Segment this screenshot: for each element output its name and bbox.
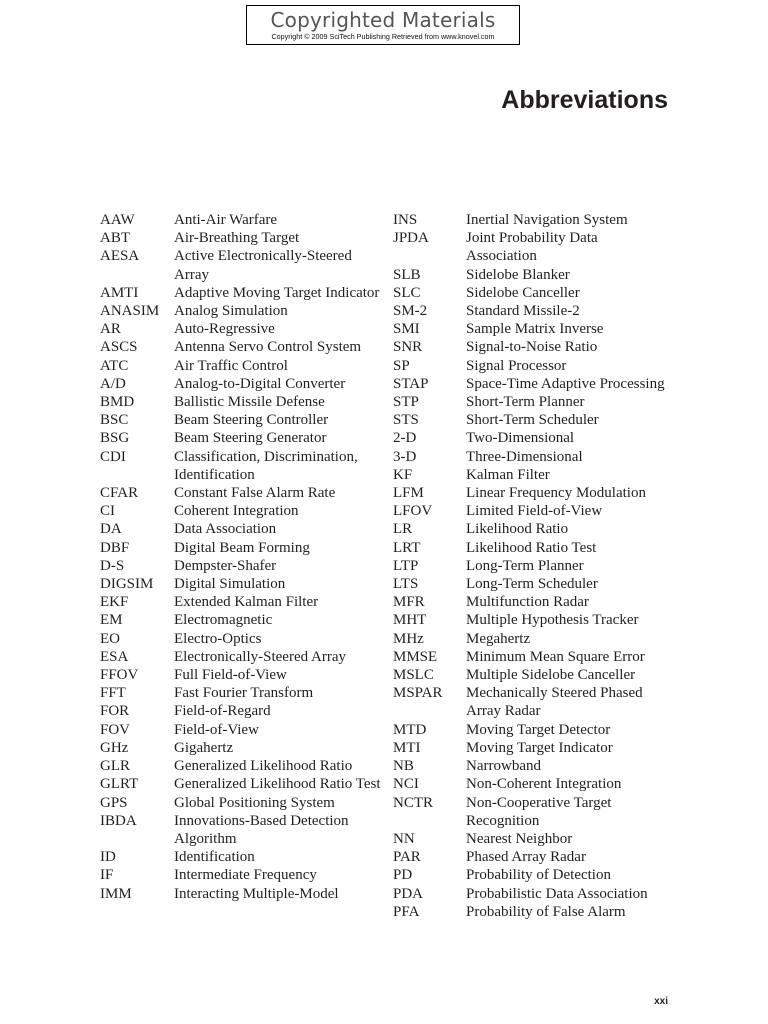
abbreviation-term: ABT — [100, 230, 130, 247]
abbreviation-term: MMSE — [393, 648, 438, 665]
abbreviation-entry — [393, 338, 668, 356]
abbreviation-definition: Digital Beam Forming — [174, 539, 310, 556]
abbreviation-term: MSPAR — [393, 685, 443, 702]
abbreviation-definition: Air Traffic Control — [174, 357, 288, 374]
abbreviation-entry — [100, 611, 382, 629]
abbreviation-entry — [100, 375, 382, 393]
abbreviation-entry — [100, 502, 382, 520]
abbreviation-term: IF — [100, 867, 114, 884]
abbreviation-definition: Generalized Likelihood Ratio — [174, 758, 353, 775]
abbreviation-entry — [393, 903, 668, 921]
abbreviation-term: CDI — [100, 448, 126, 465]
abbreviation-term: LFM — [393, 485, 424, 502]
abbreviation-entry — [100, 666, 382, 684]
abbreviation-entry — [393, 229, 668, 265]
abbreviation-definition: Active Electronically-Steered Array — [174, 248, 352, 283]
abbreviation-term: FOV — [100, 721, 131, 738]
abbreviation-definition: Beam Steering Controller — [174, 412, 329, 429]
abbreviation-term: IBDA — [100, 812, 137, 829]
abbreviation-term: NCTR — [393, 794, 434, 811]
abbreviation-entry — [393, 830, 668, 848]
abbreviation-entry — [100, 794, 382, 812]
abbreviation-entry — [100, 812, 382, 848]
abbreviation-term: BMD — [100, 394, 135, 411]
abbreviation-term: LTS — [393, 576, 419, 593]
abbreviation-definition: Probability of Detection — [466, 867, 611, 884]
abbreviation-term: NCI — [393, 776, 419, 793]
abbreviation-entry — [393, 848, 668, 866]
abbreviation-term: DA — [100, 521, 122, 538]
abbreviation-term: LFOV — [393, 503, 433, 520]
abbreviation-definition: Nearest Neighbor — [466, 830, 573, 847]
abbreviation-term: 3-D — [393, 448, 417, 465]
abbreviation-term: MHz — [393, 630, 424, 647]
abbreviation-entry — [100, 393, 382, 411]
abbreviation-entry — [100, 684, 382, 702]
abbreviation-entry — [393, 448, 668, 466]
abbreviation-definition: Electro-Optics — [174, 630, 262, 647]
abbreviation-definition: Multiple Sidelobe Canceller — [466, 667, 636, 684]
abbreviation-term: MTI — [393, 739, 421, 756]
abbreviation-definition: Two-Dimensional — [466, 430, 575, 447]
abbreviation-term: LR — [393, 521, 413, 538]
copyright-banner — [246, 5, 520, 45]
abbreviation-entry — [393, 357, 668, 375]
abbreviation-definition: Interacting Multiple-Model — [174, 885, 339, 902]
abbreviation-term: MFR — [393, 594, 425, 611]
abbreviation-entry — [100, 520, 382, 538]
abbreviation-term: LRT — [393, 539, 421, 556]
abbreviation-term: ANASIM — [100, 303, 160, 320]
abbreviation-term: SLC — [393, 284, 421, 301]
page-title: Abbreviations — [501, 86, 668, 114]
abbreviation-definition: Standard Missile-2 — [466, 303, 580, 320]
banner-title: Copyrighted Materials — [270, 8, 496, 32]
abbreviation-definition: Sample Matrix Inverse — [466, 321, 604, 338]
abbreviation-entry — [100, 211, 382, 229]
abbreviation-definition: Beam Steering Generator — [174, 430, 327, 447]
abbreviation-entry — [100, 721, 382, 739]
abbreviation-definition: Adaptive Moving Target Indicator — [174, 284, 380, 301]
abbreviation-entry — [100, 539, 382, 557]
abbreviation-entry — [393, 794, 668, 830]
abbreviation-entry — [393, 721, 668, 739]
abbreviation-definition: Long-Term Planner — [466, 557, 584, 574]
abbreviation-term: FFOV — [100, 667, 139, 684]
abbreviation-definition: Analog Simulation — [174, 303, 288, 320]
abbreviation-term: DIGSIM — [100, 576, 154, 593]
abbreviation-entry — [393, 648, 668, 666]
abbreviation-entry — [100, 448, 382, 484]
abbreviation-entry — [393, 539, 668, 557]
abbreviation-entry — [393, 466, 668, 484]
abbreviation-term: GLR — [100, 758, 130, 775]
abbreviation-definition: Short-Term Planner — [466, 394, 585, 411]
abbreviation-definition: Space-Time Adaptive Processing — [466, 375, 665, 392]
abbreviation-entry — [393, 502, 668, 520]
abbreviation-entry — [100, 411, 382, 429]
abbreviation-entry — [393, 211, 668, 229]
abbreviation-term: EKF — [100, 594, 129, 611]
abbreviation-term: GLRT — [100, 776, 139, 793]
abbreviation-entry — [100, 484, 382, 502]
abbreviation-term: PDA — [393, 885, 424, 902]
abbreviation-definition: Global Positioning System — [174, 794, 335, 811]
abbreviation-entry — [100, 757, 382, 775]
abbreviation-definition: Air-Breathing Target — [174, 230, 300, 247]
abbreviation-term: LTP — [393, 557, 419, 574]
abbreviation-term: GPS — [100, 794, 128, 811]
abbreviation-term: ESA — [100, 648, 129, 665]
banner-subtitle: Copyright © 2009 SciTech Publishing Retrieved from www.knovel.com — [271, 32, 495, 41]
abbreviation-entry — [393, 666, 668, 684]
abbreviation-definition: Likelihood Ratio — [466, 521, 569, 538]
abbreviation-entry — [393, 411, 668, 429]
abbreviation-definition: Field-of-Regard — [174, 703, 271, 720]
abbreviation-definition: Identification — [174, 849, 255, 866]
abbreviation-definition: Extended Kalman Filter — [174, 594, 319, 611]
abbreviation-entry — [393, 302, 668, 320]
abbreviation-definition: Non-Cooperative Target Recognition — [466, 794, 612, 829]
abbreviation-entry — [100, 284, 382, 302]
abbreviation-entry — [393, 320, 668, 338]
abbreviation-term: 2-D — [393, 430, 417, 447]
abbreviation-entry — [393, 885, 668, 903]
abbreviation-entry — [393, 775, 668, 793]
abbreviation-entry — [393, 520, 668, 538]
abbreviation-definition: Fast Fourier Transform — [174, 685, 314, 702]
abbreviation-entry — [393, 593, 668, 611]
abbreviation-term: FFT — [100, 685, 126, 702]
abbreviation-entry — [100, 338, 382, 356]
abbreviation-definition: Constant False Alarm Rate — [174, 485, 336, 502]
abbreviation-term: MHT — [393, 612, 427, 629]
abbreviation-term: BSG — [100, 430, 130, 447]
abbreviation-entry — [393, 284, 668, 302]
abbreviation-term: PFA — [393, 903, 420, 920]
abbreviation-term: STP — [393, 394, 419, 411]
abbreviation-definition: Minimum Mean Square Error — [466, 648, 645, 665]
abbreviation-definition: Multifunction Radar — [466, 594, 589, 611]
abbreviation-term: KF — [393, 466, 413, 483]
abbreviation-entry — [100, 775, 382, 793]
abbreviation-entry — [100, 848, 382, 866]
abbreviation-entry — [393, 429, 668, 447]
abbreviation-definition: Innovations-Based Detection Algorithm — [174, 812, 349, 847]
abbreviation-term: MSLC — [393, 667, 434, 684]
abbreviation-definition: Signal-to-Noise Ratio — [466, 339, 598, 356]
abbreviation-term: MTD — [393, 721, 427, 738]
abbreviation-term: STS — [393, 412, 419, 429]
abbreviation-term: SMI — [393, 321, 420, 338]
abbreviation-entry — [393, 393, 668, 411]
abbreviation-definition: Phased Array Radar — [466, 849, 586, 866]
abbreviation-term: IMM — [100, 885, 132, 902]
abbreviation-list-right — [393, 211, 668, 921]
abbreviation-term: PAR — [393, 849, 421, 866]
abbreviation-entry — [393, 739, 668, 757]
abbreviation-term: STAP — [393, 375, 429, 392]
abbreviation-definition: Long-Term Scheduler — [466, 576, 598, 593]
abbreviation-entry — [100, 229, 382, 247]
abbreviation-entry — [393, 484, 668, 502]
abbreviation-entry — [393, 611, 668, 629]
abbreviation-term: CFAR — [100, 485, 139, 502]
abbreviation-term: SLB — [393, 266, 421, 283]
abbreviation-definition: Multiple Hypothesis Tracker — [466, 612, 639, 629]
abbreviation-definition: Intermediate Frequency — [174, 867, 317, 884]
abbreviation-definition: Megahertz — [466, 630, 531, 647]
abbreviation-term: AR — [100, 321, 121, 338]
abbreviation-term: JPDA — [393, 230, 429, 247]
abbreviation-entry — [100, 320, 382, 338]
abbreviation-entry — [100, 247, 382, 283]
abbreviation-definition: Classification, Discrimination, Identification — [174, 448, 358, 483]
abbreviation-definition: Electronically-Steered Array — [174, 648, 347, 665]
abbreviation-definition: Antenna Servo Control System — [174, 339, 362, 356]
abbreviation-term: SM-2 — [393, 303, 428, 320]
abbreviation-entry — [100, 866, 382, 884]
abbreviation-definition: Narrowband — [466, 758, 541, 775]
abbreviation-definition: Field-of-View — [174, 721, 259, 738]
abbreviation-definition: Probabilistic Data Association — [466, 885, 648, 902]
abbreviation-definition: Signal Processor — [466, 357, 567, 374]
abbreviation-term: PD — [393, 867, 413, 884]
abbreviation-entry — [100, 593, 382, 611]
abbreviation-definition: Generalized Likelihood Ratio Test — [174, 776, 381, 793]
abbreviation-entry — [100, 557, 382, 575]
abbreviation-term: CI — [100, 503, 115, 520]
abbreviation-entry — [393, 575, 668, 593]
abbreviation-term: SP — [393, 357, 410, 374]
abbreviation-definition: Gigahertz — [174, 739, 234, 756]
abbreviation-entry — [100, 575, 382, 593]
abbreviation-definition: Moving Target Indicator — [466, 739, 613, 756]
abbreviation-definition: Mechanically Steered Phased Array Radar — [466, 685, 643, 720]
abbreviation-definition: Dempster-Shafer — [174, 557, 277, 574]
abbreviation-definition: Likelihood Ratio Test — [466, 539, 597, 556]
abbreviation-definition: Data Association — [174, 521, 277, 538]
abbreviation-term: D-S — [100, 557, 125, 574]
abbreviation-definition: Sidelobe Canceller — [466, 284, 580, 301]
abbreviation-term: NB — [393, 758, 414, 775]
abbreviation-definition: Non-Coherent Integration — [466, 776, 622, 793]
abbreviation-entry — [393, 375, 668, 393]
abbreviation-definition: Anti-Air Warfare — [174, 212, 278, 228]
abbreviation-entry — [100, 885, 382, 903]
abbreviation-list-left — [100, 211, 382, 903]
abbreviation-definition: Short-Term Scheduler — [466, 412, 599, 429]
abbreviation-term: SNR — [393, 339, 423, 356]
abbreviation-definition: Electromagnetic — [174, 612, 273, 629]
abbreviation-definition: Coherent Integration — [174, 503, 299, 520]
abbreviation-entry — [100, 357, 382, 375]
abbreviation-definition: Inertial Navigation System — [466, 212, 628, 228]
abbreviation-definition: Full Field-of-View — [174, 667, 287, 684]
abbreviation-term: BSC — [100, 412, 129, 429]
abbreviation-definition: Probability of False Alarm — [466, 903, 626, 920]
abbreviation-definition: Kalman Filter — [466, 466, 550, 483]
abbreviation-term: GHz — [100, 739, 129, 756]
abbreviation-term: AESA — [100, 248, 140, 265]
abbreviation-definition: Auto-Regressive — [174, 321, 275, 338]
abbreviation-term: ATC — [100, 357, 129, 374]
abbreviation-term: AMTI — [100, 284, 139, 301]
abbreviation-entry — [100, 739, 382, 757]
abbreviation-entry — [393, 757, 668, 775]
abbreviation-definition: Moving Target Detector — [466, 721, 611, 738]
abbreviation-definition: Linear Frequency Modulation — [466, 485, 646, 502]
abbreviation-entry — [393, 557, 668, 575]
abbreviation-term: ASCS — [100, 339, 138, 356]
abbreviation-definition: Three-Dimensional — [466, 448, 583, 465]
abbreviation-entry — [393, 266, 668, 284]
abbreviation-term: EO — [100, 630, 120, 647]
abbreviation-term: NN — [393, 830, 415, 847]
abbreviation-entry — [100, 429, 382, 447]
abbreviation-definition: Digital Simulation — [174, 576, 286, 593]
abbreviation-entry — [100, 302, 382, 320]
abbreviation-term: DBF — [100, 539, 130, 556]
abbreviation-term: AAW — [100, 212, 135, 228]
abbreviation-term: INS — [393, 212, 418, 228]
abbreviation-definition: Analog-to-Digital Converter — [174, 375, 346, 392]
abbreviation-term: EM — [100, 612, 123, 629]
abbreviation-definition: Sidelobe Blanker — [466, 266, 570, 283]
abbreviation-entry — [393, 866, 668, 884]
abbreviation-term: A/D — [100, 375, 126, 392]
abbreviation-entry — [100, 630, 382, 648]
abbreviation-entry — [393, 684, 668, 720]
abbreviation-entry — [100, 702, 382, 720]
abbreviation-term: FOR — [100, 703, 130, 720]
abbreviation-definition: Joint Probability Data Association — [466, 230, 598, 265]
abbreviation-term: ID — [100, 849, 116, 866]
page-number: xxi — [654, 996, 668, 1007]
abbreviation-entry — [393, 630, 668, 648]
abbreviation-definition: Ballistic Missile Defense — [174, 394, 325, 411]
abbreviation-definition: Limited Field-of-View — [466, 503, 603, 520]
abbreviation-entry — [100, 648, 382, 666]
